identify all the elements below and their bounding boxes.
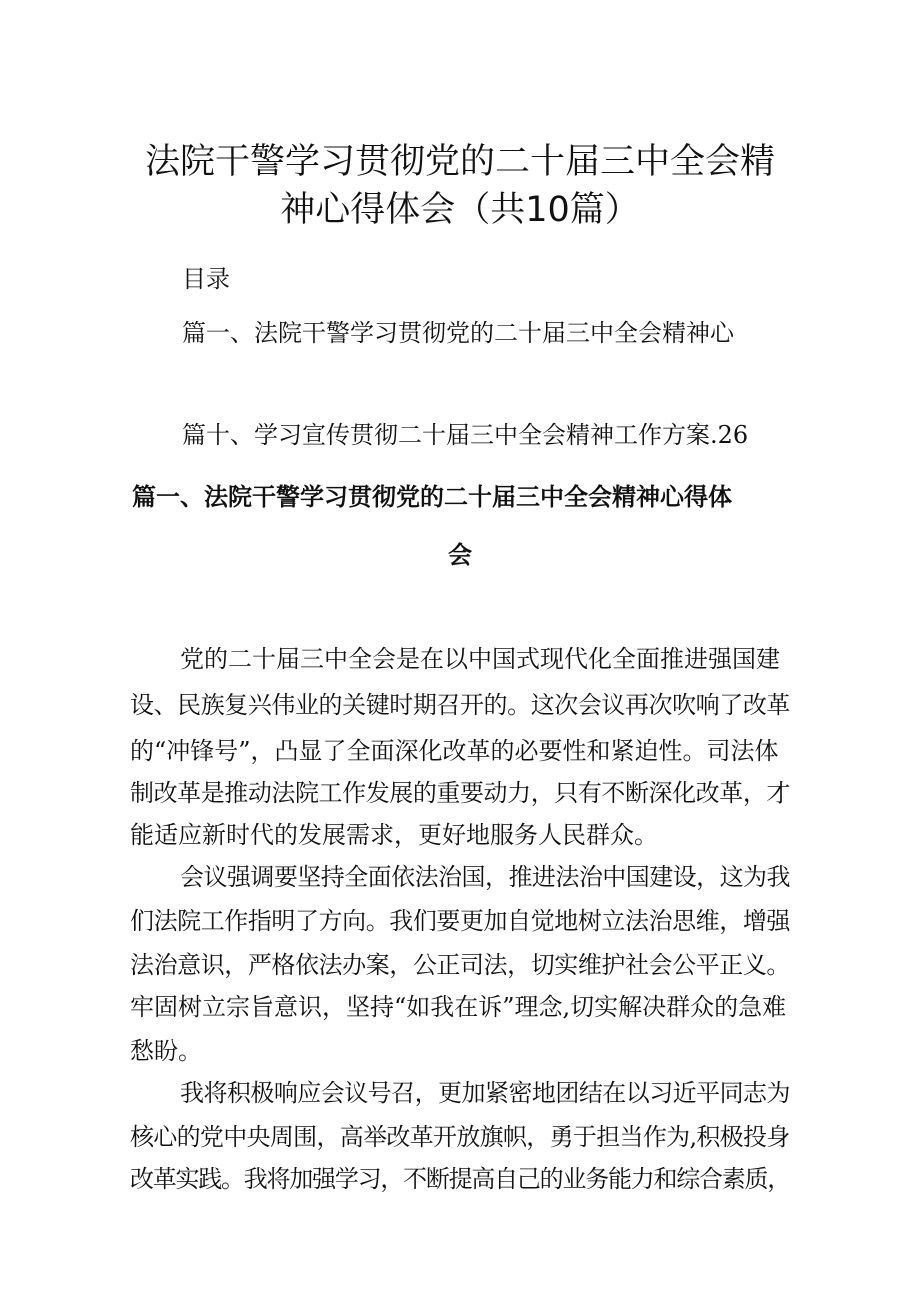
paragraph-line: 的“冲锋号”，凸显了全面深化改革的必要性和紧迫性。司法体	[130, 737, 779, 765]
document-title-line-2: 神心得体会（共10篇）	[280, 190, 640, 230]
paragraph-line: 们法院工作指明了方向。我们要更加自觉地树立法治思维，增强	[130, 907, 790, 935]
paragraph-line: 改革实践。我将加强学习，不断提高自己的业务能力和综合素质，	[130, 1165, 791, 1193]
paragraph-line: 制改革是推动法院工作发展的重要动力，只有不断深化改革，才	[130, 779, 790, 807]
paragraph-line: 愁盼。	[130, 1037, 202, 1065]
paragraph-line: 会议强调要坚持全面依法治国，推进法治中国建设，这为我	[180, 863, 790, 891]
paragraph-line: 法治意识，严格依法办案，公正司法，切实维护社会公平正义。	[130, 951, 790, 979]
paragraph-line: 党的二十届三中全会是在以中国式现代化全面推进强国建	[180, 645, 780, 673]
paragraph-line: 我将积极响应会议号召，更加紧密地团结在以习近平同志为	[180, 1079, 790, 1107]
paragraph-line: 核心的党中央周围，高举改革开放旗帜，勇于担当作为,积极投身	[130, 1123, 790, 1151]
paragraph-line: 牢固树立宗旨意识，坚持“如我在诉”理念,切实解决群众的急难	[130, 993, 787, 1021]
article-heading-line-1: 篇一、法院干警学习贯彻党的二十届三中全会精神心得体	[132, 483, 732, 511]
toc-label: 目录	[182, 265, 230, 293]
article-heading-line-2: 会	[448, 541, 472, 569]
toc-entry-1[interactable]: 篇一、法院干警学习贯彻党的二十届三中全会精神心	[182, 319, 734, 347]
document-title-line-1: 法院干警学习贯彻党的二十届三中全会精	[144, 142, 775, 182]
toc-entry-10[interactable]: 篇十、学习宣传贯彻二十届三中全会精神工作方案.26	[182, 421, 749, 449]
paragraph-line: 设、民族复兴伟业的关键时期召开的。这次会议再次吹响了改革	[130, 691, 790, 719]
paragraph-line: 能适应新时代的发展需求，更好地服务人民群众。	[130, 821, 658, 849]
